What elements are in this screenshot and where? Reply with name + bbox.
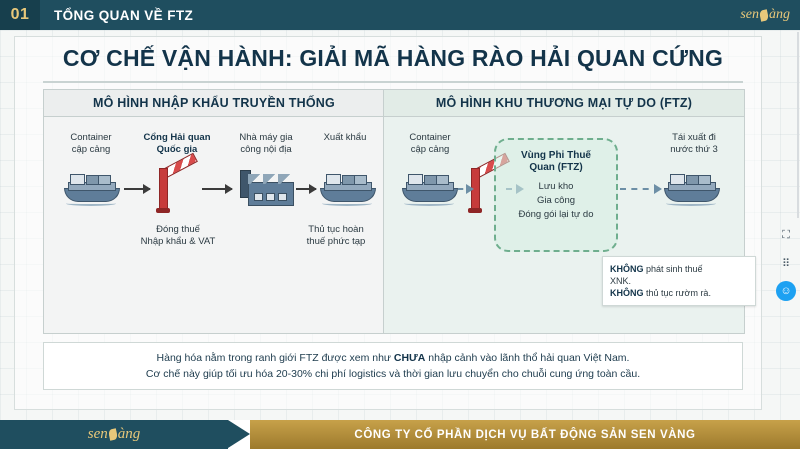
flow-arrow-dashed-3: [620, 188, 660, 190]
customs-barrier-icon: [156, 164, 196, 210]
footer-company-bar: [250, 420, 800, 449]
note-refund-procedure: Thủ tục hoàn thuế phức tạp: [306, 224, 366, 247]
ship-icon-ftz-in: [402, 172, 456, 206]
leaf-icon-footer: [108, 428, 118, 440]
footer-logo-text: sen: [87, 426, 108, 442]
footer-logo-text-2: àng: [117, 426, 141, 442]
flow-arrow-2: [202, 188, 232, 190]
panel-right-heading: MÔ HÌNH KHU THƯƠNG MẠI TỰ DO (FTZ): [384, 90, 744, 117]
factory-icon: [240, 172, 292, 206]
brand-logo-header: [698, 3, 790, 27]
leaf-icon: [759, 9, 769, 21]
brand-logo-text: sen: [740, 7, 759, 22]
brand-logo-text-2: àng: [769, 7, 790, 22]
note-text-2: XNK.: [610, 276, 632, 286]
panel-ftz-model: [383, 89, 745, 334]
ftz-zone-title: Vùng Phi Thuế Quan (FTZ): [521, 150, 591, 173]
footer-arrow-divider: [228, 420, 250, 448]
note-bold-3: KHÔNG: [610, 288, 644, 298]
fit-screen-icon[interactable]: ⛶: [782, 228, 790, 241]
ship-icon-export: [320, 172, 374, 206]
section-title: TỔNG QUAN VỀ FTZ: [54, 7, 194, 23]
label-container-port-left: Container cập cảng: [70, 132, 112, 155]
callout-line1-part1: Hàng hóa nằm trong ranh giới FTZ được xem như: [156, 352, 394, 364]
ship-icon-ftz-out: [664, 172, 718, 206]
slide-footer: [0, 420, 800, 449]
callout-line-1: [157, 350, 630, 366]
scrollbar[interactable]: [797, 32, 799, 218]
ftz-zone-activities: Lưu kho Gia công Đóng gói lại tự do: [518, 181, 594, 220]
flow-arrow-1: [124, 188, 150, 190]
flow-arrow-3: [296, 188, 316, 190]
callout-line-2: Cơ chế này giúp tối ưu hóa 20-30% chi phí logistics và thời gian lưu chuyển cho chuỗi cung ứng toàn cầu.: [145, 368, 641, 380]
label-container-port-right: Container cập cảng: [409, 132, 451, 155]
floating-toolbar: [776, 225, 798, 301]
label-reexport-third-country: Tái xuất đi nước thứ 3: [670, 132, 718, 155]
ship-icon: [64, 172, 118, 206]
panel-left-heading: MÔ HÌNH NHẬP KHẨU TRUYỀN THỐNG: [44, 90, 384, 117]
summary-callout: [43, 342, 743, 390]
label-export-left: Xuất khẩu: [323, 132, 367, 143]
note-bold-1: KHÔNG: [610, 264, 644, 274]
label-national-customs-gate: Cổng Hải quan Quốc gia: [143, 132, 211, 155]
callout-line1-part2: nhập cảnh vào lãnh thổ hải quan Việt Nam.: [425, 352, 630, 364]
flow-arrow-dashed-1: [458, 188, 472, 190]
ftz-benefit-note: [602, 256, 756, 306]
grid-icon[interactable]: ⠿: [781, 257, 791, 270]
note-text-1: phát sinh thuế: [643, 264, 703, 274]
brand-logo-footer: [0, 420, 228, 449]
page-title: CƠ CHẾ VẬN HÀNH: GIẢI MÃ HÀNG RÀO HẢI QUAN CỨNG: [62, 45, 724, 71]
slide-header: [0, 0, 800, 30]
note-text-3: thủ tục rườm rà.: [643, 288, 711, 298]
panel-traditional-import: [43, 89, 385, 334]
ftz-zone: [494, 138, 618, 252]
slide-content-frame: [14, 36, 762, 410]
label-domestic-factory: Nhà máy gia công nội địa: [239, 132, 293, 155]
chat-icon[interactable]: ☺: [776, 281, 796, 301]
slide-canvas: [0, 30, 800, 420]
title-divider: [43, 81, 743, 83]
note-import-tax: Đóng thuế Nhập khẩu & VAT: [140, 224, 216, 247]
section-number: 01: [0, 0, 40, 30]
footer-company-name: CÔNG TY CỔ PHẦN DỊCH VỤ BẤT ĐỘNG SẢN SEN VÀNG: [354, 428, 696, 441]
callout-line1-highlight: CHƯA: [393, 352, 426, 364]
